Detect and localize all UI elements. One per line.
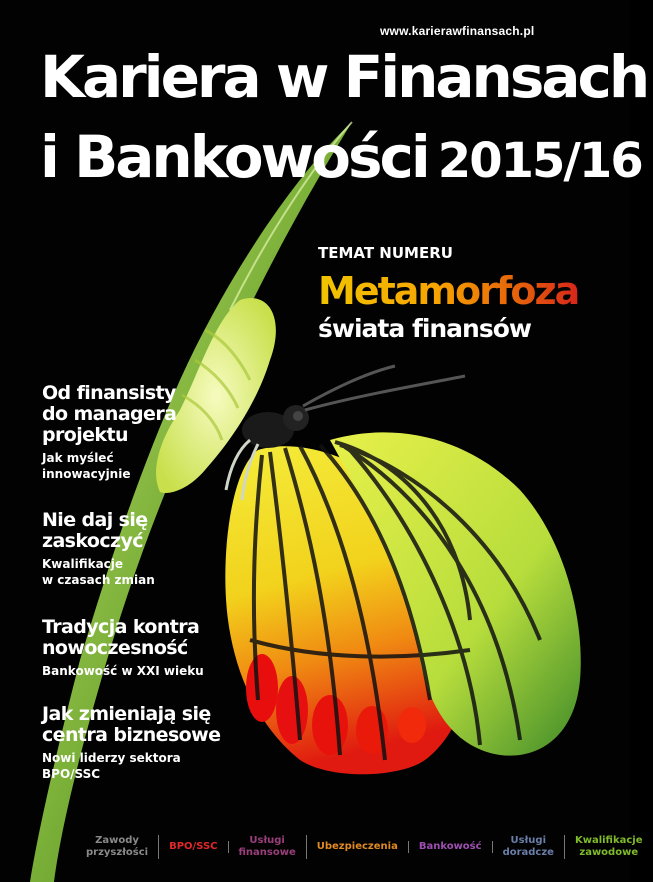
theme-subheadline: świata finansów bbox=[318, 314, 532, 343]
story-subline: Jak myśleć innowacyjnie bbox=[42, 451, 131, 481]
magazine-title-text: i Bankowości bbox=[40, 123, 428, 191]
magazine-title-line1: Kariera w Finansach bbox=[40, 43, 648, 111]
story-subline: Kwalifikacje w czasach zmian bbox=[42, 557, 155, 587]
story-subline: Nowi liderzy sektora BPO/SSC bbox=[42, 751, 181, 781]
category-ubezpieczenia: Ubezpieczenia bbox=[307, 841, 409, 853]
category-bankowosc: Bankowość bbox=[409, 841, 493, 853]
story-teaser bbox=[42, 510, 155, 588]
website-url[interactable]: www.karierawfinansach.pl bbox=[380, 24, 535, 38]
theme-headline: Metamorfoza bbox=[318, 266, 578, 316]
category-bpo-ssc: BPO/SSC bbox=[159, 841, 228, 853]
story-headline: Jak zmieniają się centra biznesowe bbox=[42, 703, 221, 746]
story-headline: Od finansisty do managera projektu bbox=[42, 382, 177, 446]
category-uslugi-doradcze: Usługi doradcze bbox=[493, 835, 565, 859]
category-uslugi-finansowe: Usługi finansowe bbox=[229, 835, 307, 859]
theme-label: TEMAT NUMERU bbox=[318, 244, 453, 262]
story-subline: Bankowość w XXI wieku bbox=[42, 664, 204, 678]
category-zawody-przyszlosci: Zawody przyszłości bbox=[76, 835, 159, 859]
category-bar bbox=[76, 830, 653, 864]
story-teaser bbox=[42, 617, 204, 679]
story-teaser bbox=[42, 383, 176, 482]
category-kwalifikacje-zawodowe: Kwalifikacje zawodowe bbox=[574, 835, 643, 858]
magazine-title-line2 bbox=[40, 124, 642, 194]
story-teaser bbox=[42, 704, 220, 782]
story-headline: Nie daj się zaskoczyć bbox=[42, 509, 148, 552]
story-headline: Tradycja kontra nowoczesność bbox=[42, 616, 200, 659]
issue-year: 2015/16 bbox=[437, 133, 642, 189]
